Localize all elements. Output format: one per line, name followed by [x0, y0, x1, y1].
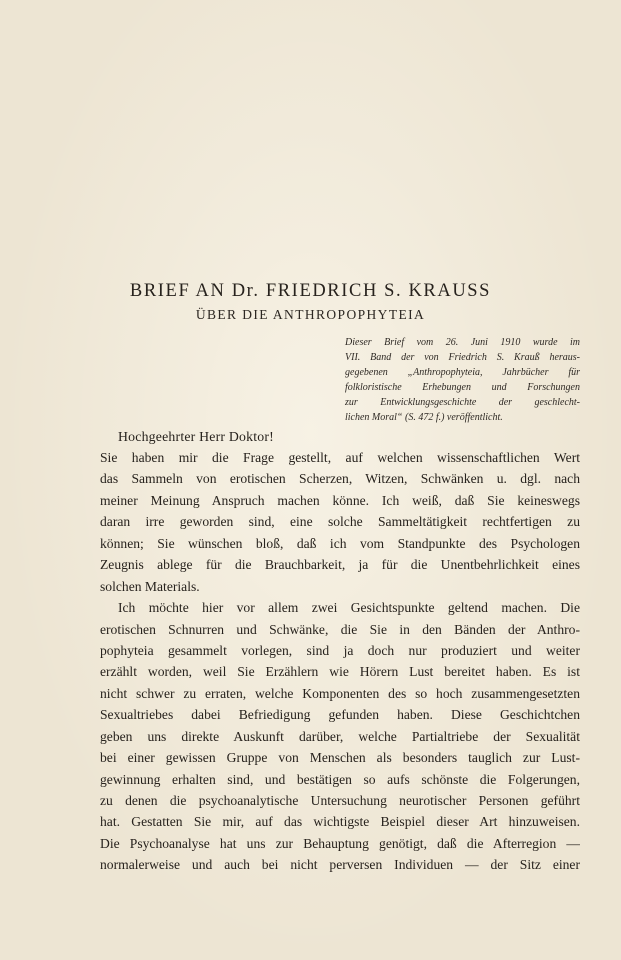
- note-line: Dieser Brief vom 26. Juni 1910 wurde im: [345, 337, 580, 348]
- body-line: zu denen die psychoanalytische Untersuchung neurotischer Personen geführt: [100, 793, 580, 808]
- note-line: zur Entwicklungsgeschichte der geschlecht-: [345, 396, 580, 408]
- body-line: Ich möchte hier vor allem zwei Gesichtspunkte geltend machen. Die: [118, 600, 580, 616]
- page-subtitle: ÜBER DIE ANTHROPOPHYTEIA: [195, 307, 426, 322]
- body-line: erotischen Schnurren und Schwänke, die Sie in den Bänden der Anthro-: [100, 621, 580, 637]
- body-line: pophyteia gesammelt vorlegen, sind ja doch nur produziert und weiter: [100, 642, 580, 658]
- body-line: daran irre geworden sind, eine solche Sammeltätigkeit rechtfertigen zu: [100, 514, 580, 530]
- body-line: nicht schwer zu erraten, welche Komponenten des so hoch zusammengesetzten: [100, 685, 580, 701]
- body-line: Sexualtriebes dabei Befriedigung gefunden haben. Diese Geschichtchen: [100, 707, 580, 723]
- body-line: können; Sie wünschen bloß, daß ich vom Standpunkte des Psychologen: [100, 535, 580, 551]
- body-line: Die Psychoanalyse hat uns zur Behauptung genötigt, daß die Afterregion —: [100, 835, 580, 851]
- publication-note: [345, 336, 580, 425]
- body-line: gewinnung erhalten sind, und bestätigen so aufs schönste die Folgerungen,: [100, 771, 580, 787]
- note-line: folkloristische Erhebungen und Forschungen: [345, 381, 580, 393]
- body-line: Sie haben mir die Frage gestellt, auf welchen wissenschaftlichen Wert: [100, 450, 580, 465]
- body-line: solchen Materials.: [100, 578, 200, 594]
- body-line: bei einer gewissen Gruppe von Menschen als besonders tauglich zur Lust-: [100, 750, 580, 766]
- body-line: normalerweise und auch bei nicht perversen Individuen — der Sitz einer: [100, 857, 580, 873]
- page-title: BRIEF AN Dr. FRIEDRICH S. KRAUSS: [129, 281, 492, 301]
- note-line: gegebenen „Anthropophyteia, Jahrbücher für: [345, 366, 580, 378]
- body-line: erzählt worden, weil Sie Erzählern wie Hörern Lust bereitet haben. Es ist: [100, 664, 580, 680]
- note-line: VII. Band der von Friedrich S. Krauß heraus-: [345, 351, 580, 363]
- body-line: geben uns direkte Auskunft darüber, welche Partialtriebe der Sexualität: [100, 728, 580, 744]
- heading-block: [0, 280, 621, 324]
- body-line: das Sammeln von erotischen Scherzen, Witzen, Schwänken u. dgl. nach: [100, 471, 580, 487]
- body-line: Zeugnis ablege für die Brauchbarkeit, ja für die Unentbehrlichkeit eines: [100, 557, 580, 573]
- note-line: lichen Moral“ (S. 472 f.) veröffentlicht.: [345, 411, 503, 423]
- body-line: hat. Gestatten Sie mir, auf das wichtigste Beispiel dieser Art hinzuweisen.: [100, 814, 580, 830]
- salutation: Hochgeehrter Herr Doktor!: [118, 429, 274, 444]
- body-line: meiner Meinung Anspruch machen könne. Ich weiß, daß Sie keineswegs: [100, 492, 580, 508]
- letter-body: [100, 447, 580, 876]
